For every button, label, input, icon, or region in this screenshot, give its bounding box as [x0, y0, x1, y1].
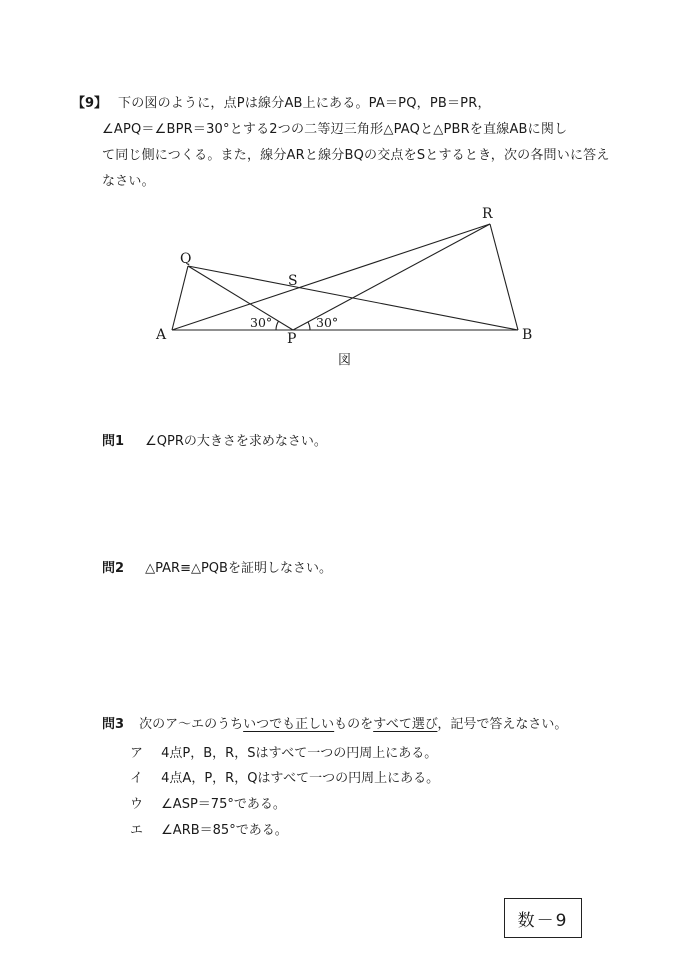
choice-a	[130, 742, 437, 761]
question-1	[102, 430, 327, 449]
q1-text: ∠QPRの大きさを求めなさい。	[145, 434, 327, 449]
label-b: B	[522, 327, 533, 343]
angle-arc-right	[308, 322, 310, 330]
q3-text-underline-1: いつでも正しい	[243, 717, 335, 732]
intro-line-4: なさい。	[102, 174, 155, 189]
figure-caption: 図	[338, 353, 352, 368]
choice-a-mark: ア	[130, 746, 144, 761]
label-p: P	[287, 331, 297, 347]
segment-aq	[172, 266, 188, 330]
label-s: S	[288, 273, 298, 289]
intro-line-1: 下の図のように，点Pは線分AB上にある。PA＝PQ，PB＝PR，	[118, 96, 491, 111]
q3-text-pre: 次のア～エのうち	[139, 717, 244, 732]
question-2	[102, 557, 332, 576]
question-3	[102, 713, 567, 732]
q1-label: 問1	[102, 434, 125, 449]
segment-rb	[490, 224, 518, 330]
choice-e-text: ∠ARB＝85°である。	[161, 823, 288, 838]
q3-label: 問3	[102, 717, 125, 732]
q2-text: △PAR≡△PQBを証明しなさい。	[145, 561, 332, 576]
label-q: Q	[180, 251, 192, 267]
label-r: R	[482, 206, 493, 222]
segment-qp	[188, 266, 293, 330]
q3-text-post: ，記号で答えなさい。	[437, 717, 568, 732]
q3-text-mid: ものを	[334, 717, 374, 732]
choice-u-text: ∠ASP＝75°である。	[161, 797, 286, 812]
angle-label-left: 30°	[250, 315, 273, 330]
choice-i-mark: イ	[130, 771, 144, 786]
page-number: 数－9	[504, 898, 582, 938]
problem-number: 【9】	[72, 96, 108, 111]
choice-a-text: 4点P，B，R，Sはすべて一つの円周上にある。	[161, 746, 438, 761]
intro-line-2: ∠APQ＝∠BPR＝30°とする2つの二等辺三角形△PAQと△PBRを直線ABに関し	[102, 122, 568, 137]
choice-u	[130, 793, 286, 812]
choice-i	[130, 767, 439, 786]
q2-label: 問2	[102, 561, 125, 576]
segment-qb	[188, 266, 518, 330]
choice-i-text: 4点A，P，R，Qはすべて一つの円周上にある。	[161, 771, 440, 786]
angle-label-right: 30°	[316, 315, 339, 330]
choice-e-mark: エ	[130, 823, 144, 838]
geometry-figure	[0, 0, 680, 380]
intro-line-3: て同じ側につくる。また，線分ARと線分BQの交点をSとするとき，次の各問いに答え	[102, 148, 610, 163]
q3-text-underline-2: すべて選び	[373, 717, 438, 732]
choice-u-mark: ウ	[130, 797, 144, 812]
label-a: A	[156, 327, 167, 343]
angle-arc-left	[276, 321, 278, 330]
choice-e	[130, 819, 288, 838]
